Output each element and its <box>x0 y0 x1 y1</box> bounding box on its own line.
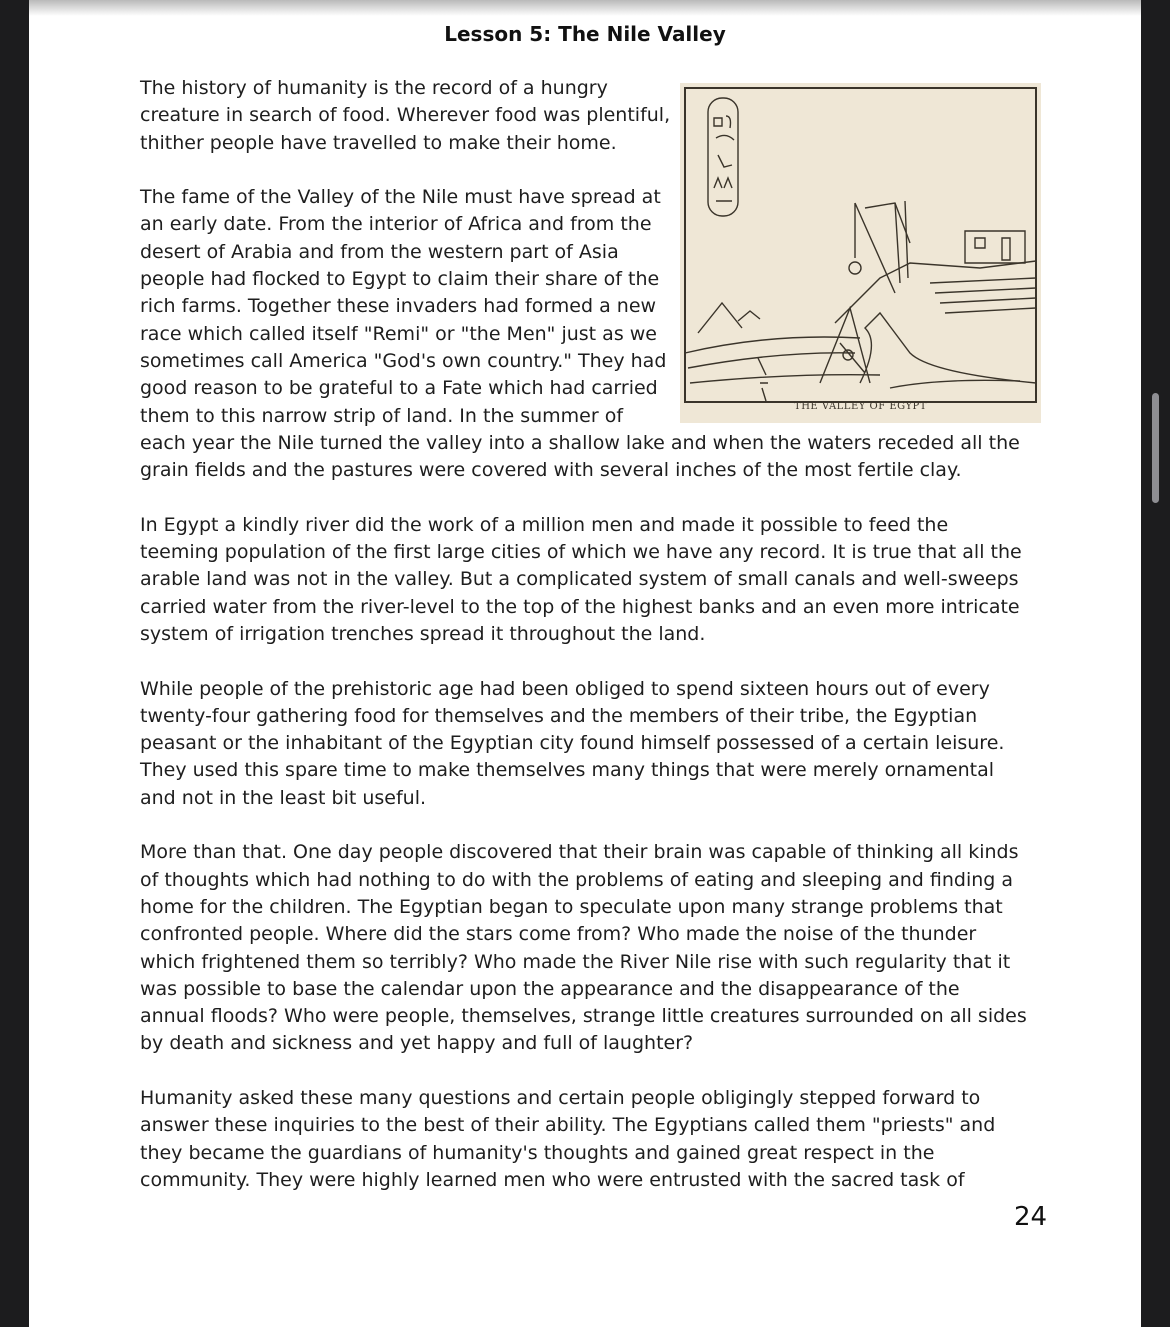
valley-of-egypt-illustration <box>680 83 1041 423</box>
paragraph-2: The fame of the Valley of the Nile must have spread at an early date. From the interior of Africa and from the desert of Arabia and from the western part of Asia people had flocked to Egypt to claim their share of the rich farms. Together these invaders had formed a new race which called itself "Remi" or "the Men" just as we sometimes call America "God's own country." They had good reason to be grateful to a Fate which had carried them to this narrow strip of land. In the summer of each year the Nile turned the valley into a shallow lake and when the waters receded all the grain fields and the pastures were covered with several inches of the most fertile clay. <box>140 186 1020 482</box>
scrollbar-thumb[interactable] <box>1152 393 1159 503</box>
paragraph-5: More than that. One day people discovered that their brain was capable of thinking all kinds of thoughts which had nothing to do with the problems of eating and sleeping and finding a home for the children. The Egyptian began to speculate upon many strange problems that confronted people. Where did the stars come from? Who made the noise of the thunder which frightened them so terribly? Who made the River Nile rise with such regularity that it was possible to base the calendar upon the appearance and the disappearance of the annual floods? Who were people, themselves, strange little creatures surrounded on all sides by death and sickness and yet happy and full of laughter? <box>140 841 1027 1055</box>
illustration-drawing <box>680 83 1041 423</box>
figure-caption: THE VALLEY OF EGYPT <box>794 400 927 412</box>
paragraph-1: The history of humanity is the record of a hungry creature in search of food. Wherever food was plentiful, thither people have travelled to make their home. <box>140 77 671 154</box>
page-number: 24 <box>1014 1202 1048 1232</box>
paragraph-4: While people of the prehistoric age had been obliged to spend sixteen hours out of every twenty-four gathering food for themselves and the members of their tribe, the Egyptian peasant or the inhabitant of the Egyptian city found himself possessed of a certain leisure. They used this spare time to make themselves many things that were merely ornamental and not in the least bit useful. <box>140 677 1005 809</box>
paragraph-6: Humanity asked these many questions and certain people obligingly stepped forward to answer these inquiries to the best of their ability. The Egyptians called them "priests" and they became the guardians of humanity's thoughts and gained great respect in the community. They were highly learned men who were entrusted with the sacred task of <box>140 1086 996 1191</box>
lesson-body <box>140 75 1030 1221</box>
paragraph-3: In Egypt a kindly river did the work of a million men and made it possible to feed the teeming population of the first large cities of which we have any record. It is true that all the arable land was not in the valley. But a complicated system of small canals and well-sweeps carried water from the river-level to the top of the highest banks and an even more intricate system of irrigation trenches spread it throughout the land. <box>140 513 1022 645</box>
lesson-title: Lesson 5: The Nile Valley <box>444 22 726 46</box>
document-page <box>29 0 1141 1327</box>
top-shadow <box>29 0 1141 16</box>
